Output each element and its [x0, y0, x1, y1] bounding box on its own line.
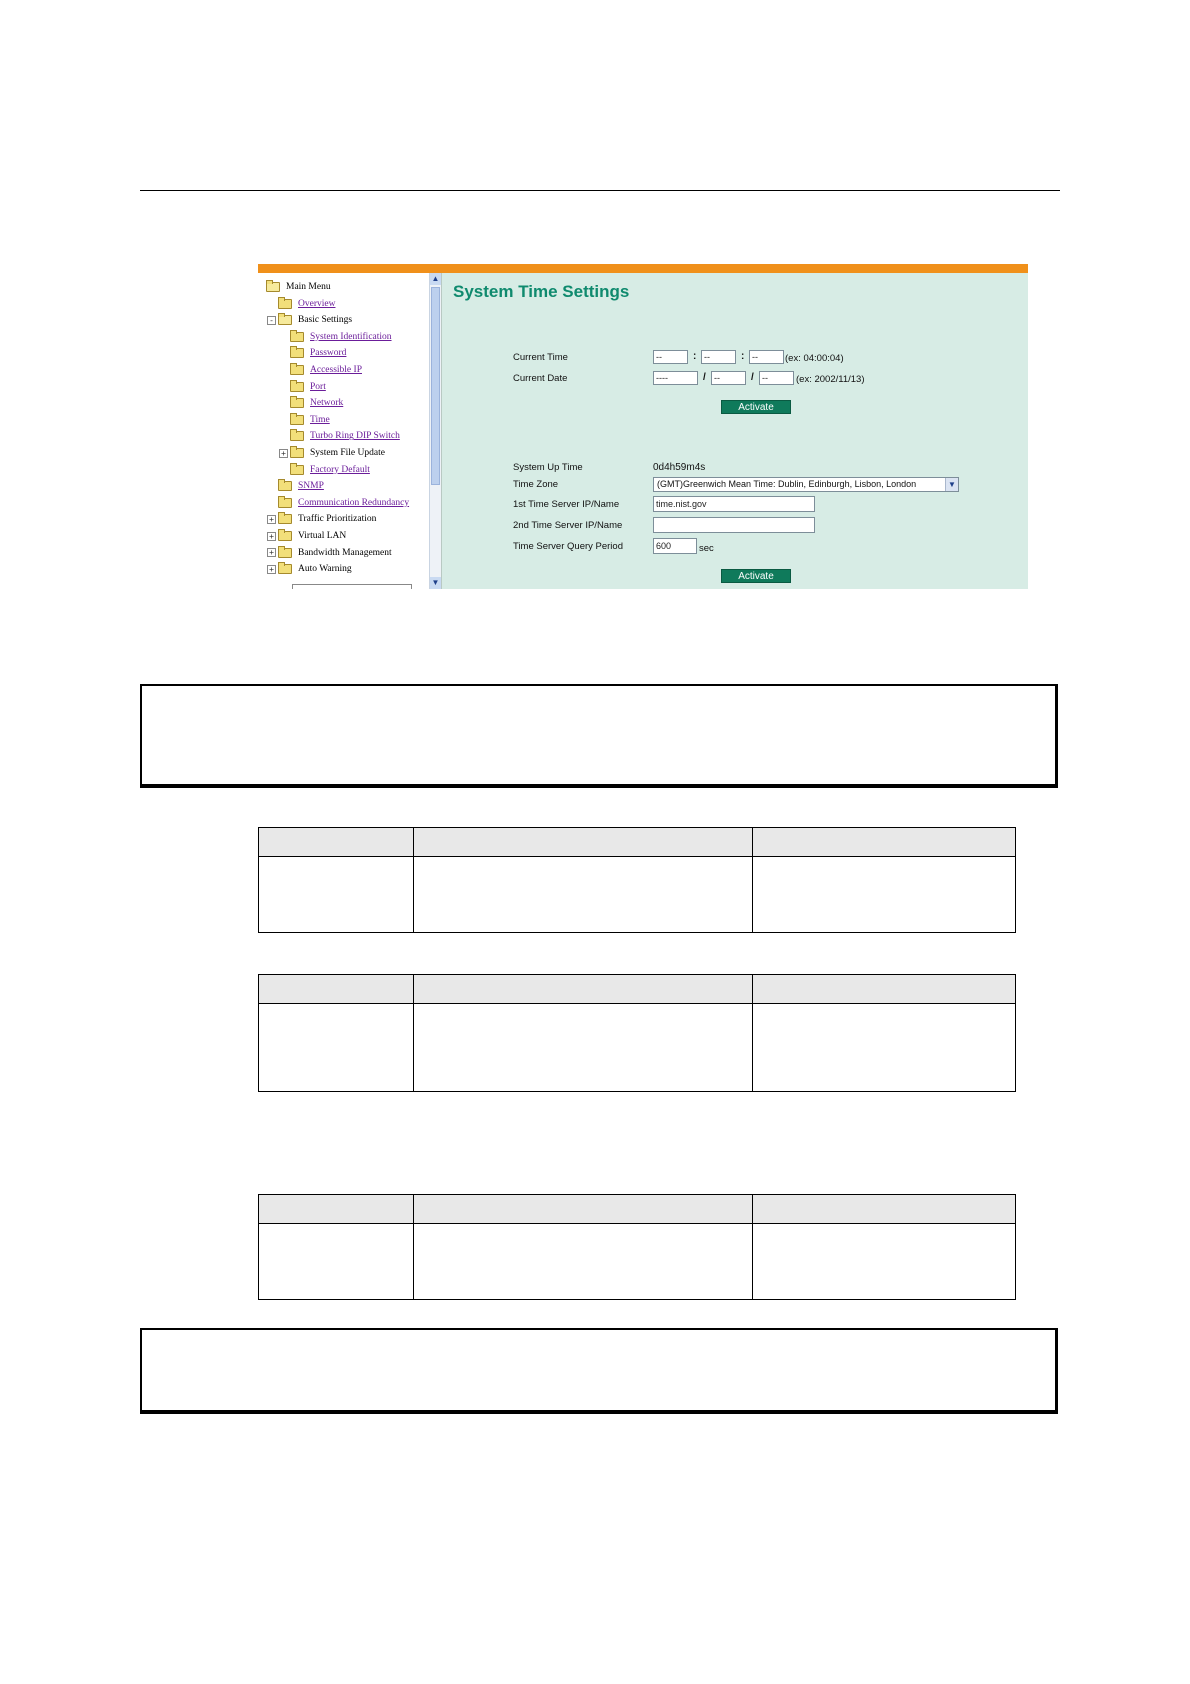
screenshot-window [258, 264, 1028, 589]
table-cell [414, 857, 753, 933]
sidebar-item[interactable] [278, 495, 409, 511]
sidebar-item[interactable] [267, 545, 392, 561]
second-input[interactable]: -- [749, 350, 784, 364]
sidebar-item-label: Auto Warning [298, 564, 352, 575]
day-input[interactable]: -- [759, 371, 794, 385]
sidebar-item[interactable] [290, 329, 392, 345]
sidebar-item-label[interactable]: Port [310, 381, 326, 392]
folder-icon [290, 415, 304, 425]
table-header-cell [753, 1195, 1016, 1224]
sidebar-item[interactable] [290, 395, 343, 411]
sidebar-item[interactable] [266, 279, 331, 295]
sidebar-menu [258, 273, 442, 589]
sidebar-item-label[interactable]: Turbo Ring DIP Switch [310, 431, 400, 442]
month-input[interactable]: -- [711, 371, 746, 385]
sidebar-bottom-edge [292, 584, 412, 589]
table-cell [259, 1004, 414, 1092]
note-box [140, 1328, 1058, 1414]
scroll-up-icon[interactable]: ▲ [431, 274, 440, 283]
table-header-cell [259, 975, 414, 1004]
folder-icon [290, 382, 304, 392]
folder-icon [278, 548, 292, 558]
sidebar-item[interactable] [267, 528, 346, 544]
sidebar-item[interactable] [290, 345, 346, 361]
system-up-time-label: System Up Time [513, 462, 583, 473]
time-example: (ex: 04:00:04) [785, 353, 844, 364]
settings-table [258, 1194, 1016, 1300]
sidebar-item[interactable] [278, 478, 324, 494]
expand-icon[interactable]: + [279, 449, 288, 458]
query-period-unit: sec [699, 543, 714, 554]
folder-icon [278, 481, 292, 491]
table-cell [753, 857, 1016, 933]
time-separator: : [693, 351, 697, 362]
current-time-label: Current Time [513, 352, 568, 363]
activate-time-button[interactable]: Activate [721, 400, 791, 414]
sidebar-item-label: Bandwidth Management [298, 547, 392, 558]
note-box [140, 684, 1058, 788]
sidebar-item[interactable] [278, 296, 335, 312]
table-header-cell [414, 1195, 753, 1224]
sidebar-item[interactable] [267, 511, 376, 527]
query-period-label: Time Server Query Period [513, 541, 623, 552]
folder-icon [290, 431, 304, 441]
sidebar-item-label: Main Menu [286, 282, 331, 292]
date-separator: / [751, 372, 754, 383]
query-period-input[interactable]: 600 [653, 538, 697, 554]
table-row [259, 857, 1016, 933]
scroll-down-icon[interactable]: ▼ [431, 578, 440, 587]
table-cell [414, 1004, 753, 1092]
settings-table [258, 827, 1016, 933]
table-cell [414, 1224, 753, 1300]
sidebar-item-label[interactable]: Password [310, 348, 347, 359]
table-header-cell [414, 975, 753, 1004]
sidebar-item-label[interactable]: Accessible IP [310, 365, 362, 375]
expand-icon[interactable]: + [267, 532, 276, 541]
sidebar-item-label: Traffic Prioritization [298, 514, 377, 525]
sidebar-item-label[interactable]: System Identification [310, 331, 392, 342]
table-cell [753, 1004, 1016, 1092]
sidebar-scrollbar[interactable] [429, 273, 441, 589]
folder-icon [290, 365, 304, 375]
top-accent-bar [258, 264, 1028, 273]
sidebar-item[interactable] [290, 412, 330, 428]
time-server-1-input[interactable]: time.nist.gov [653, 496, 815, 512]
time-zone-value: (GMT)Greenwich Mean Time: Dublin, Edinburgh, Lisbon, London [657, 479, 917, 489]
table-cell [259, 857, 414, 933]
time-zone-select[interactable] [653, 477, 959, 492]
minute-input[interactable]: -- [701, 350, 736, 364]
table-header-cell [259, 1195, 414, 1224]
table-header-cell [259, 828, 414, 857]
sidebar-item[interactable] [290, 428, 400, 444]
folder-icon [290, 348, 304, 358]
table-header-cell [414, 828, 753, 857]
folder-open-icon [266, 282, 280, 292]
folder-icon [290, 398, 304, 408]
folder-icon [290, 332, 304, 342]
folder-icon [278, 564, 292, 574]
page-header-rule [140, 190, 1060, 191]
time-server-2-input[interactable] [653, 517, 815, 533]
main-content [441, 273, 1028, 589]
chevron-down-icon[interactable]: ▼ [945, 478, 958, 491]
table-cell [259, 1224, 414, 1300]
sidebar-item-label[interactable]: Overview [298, 298, 336, 309]
folder-icon [278, 531, 292, 541]
activate-server-button[interactable]: Activate [721, 569, 791, 583]
sidebar-item-label: Virtual LAN [298, 531, 347, 541]
sidebar-item-label[interactable]: Network [310, 398, 344, 409]
table-cell [753, 1224, 1016, 1300]
sidebar-item-label: Basic Settings [298, 315, 353, 326]
current-date-label: Current Date [513, 373, 568, 384]
hour-input[interactable]: -- [653, 350, 688, 364]
time-server-1-label: 1st Time Server IP/Name [513, 499, 620, 510]
date-separator: / [703, 372, 706, 383]
settings-table [258, 974, 1016, 1092]
sidebar-item[interactable] [290, 379, 326, 395]
sidebar-item[interactable] [290, 462, 370, 478]
collapse-icon[interactable]: - [267, 316, 276, 325]
folder-icon [278, 299, 292, 309]
time-separator: : [741, 351, 745, 362]
sidebar-item-label[interactable]: Communication Redundancy [298, 497, 410, 508]
folder-icon [290, 465, 304, 475]
table-row [259, 1004, 1016, 1092]
time-server-2-label: 2nd Time Server IP/Name [513, 520, 623, 531]
sidebar-item[interactable] [279, 445, 385, 461]
table-header-cell [753, 975, 1016, 1004]
sidebar-item[interactable] [290, 362, 362, 378]
folder-icon [278, 514, 292, 524]
expand-icon[interactable]: + [267, 565, 276, 574]
sidebar-item-label[interactable]: Time [310, 414, 330, 425]
folder-icon [278, 498, 292, 508]
sidebar-item-label[interactable]: SNMP [298, 481, 324, 492]
table-header-cell [753, 828, 1016, 857]
table-header-row [259, 828, 1016, 857]
time-zone-label: Time Zone [513, 479, 559, 490]
expand-icon[interactable]: + [267, 515, 276, 524]
table-header-row [259, 1195, 1016, 1224]
folder-open-icon [278, 315, 292, 325]
folder-icon [290, 448, 304, 458]
page-title: System Time Settings [453, 282, 630, 301]
sidebar-item-label: System File Update [310, 448, 385, 458]
table-header-row [259, 975, 1016, 1004]
table-row [259, 1224, 1016, 1300]
year-input[interactable]: ---- [653, 371, 698, 385]
sidebar-item[interactable] [267, 312, 352, 328]
scroll-thumb[interactable] [431, 287, 440, 485]
expand-icon[interactable]: + [267, 548, 276, 557]
sidebar-item[interactable] [267, 561, 352, 577]
system-up-time-value: 0d4h59m4s [653, 462, 706, 473]
sidebar-item-label[interactable]: Factory Default [310, 464, 370, 475]
date-example: (ex: 2002/11/13) [796, 374, 865, 385]
